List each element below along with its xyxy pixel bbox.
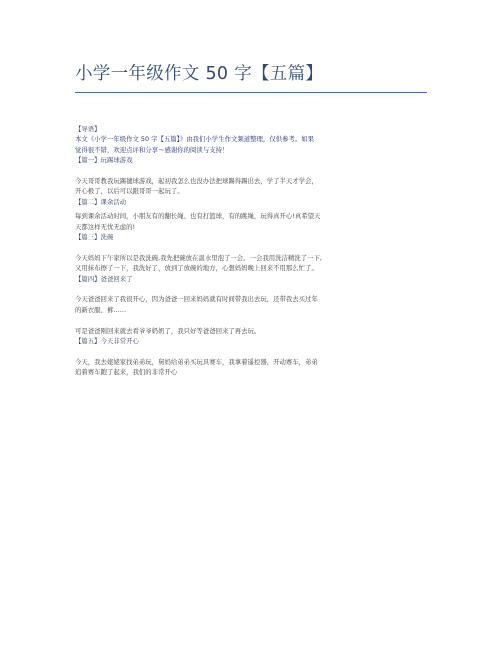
section-4-line-2: 的新衣服、裤…… — [75, 305, 127, 314]
guide-line-2: 觉得很不错，欢迎点评和分享～感谢你的阅读与支持！ — [75, 145, 229, 154]
title-rule — [75, 92, 427, 93]
section-5-line-1: 今天，我去姥姥家找弟弟玩，舅妈给弟弟买玩具赛车，我拿着遥控器，开动赛车，弟弟 — [75, 357, 318, 366]
section-2-line-2: 天都这样无忧无虑的! — [75, 222, 136, 231]
section-4-heading: 【篇四】爸爸回来了 — [75, 274, 133, 283]
guide-line-1: 本文《小学一年级作文 50 字【五篇】》由我们小学生作文频道整理，仅供参考。如果 — [75, 135, 315, 144]
section-4-line-4: 可是爸爸刚回来就去看爷爷奶奶了，我只好等爸爸回来了再去玩。 — [75, 326, 261, 335]
section-1-heading: 【篇一】玩踢球游戏 — [75, 156, 133, 165]
section-2-line-1: 每到课余活动时间，小朋友有的翻长绳、也有打篮球，有的跳绳，玩得真开心!真希望天 — [75, 212, 321, 221]
section-2-heading: 【篇二】课余活动 — [75, 197, 127, 206]
section-5-line-2: 追着赛车跑了起来，我们的非常开心 — [75, 368, 178, 377]
section-3-line-2: 又用抹布擦了一下，我洗好了，放到了放碗的地方，心想妈妈晚上回来不用那么忙了。 — [75, 264, 318, 273]
section-3-line-1: 今天妈妈下午家所以是我洗碗,我先把碗放在温水里泡了一会。一会我用洗洁精洗了一下, — [75, 253, 322, 262]
spacer — [75, 166, 435, 176]
section-5-heading: 【篇五】今天非常开心 — [75, 337, 139, 346]
spacer — [75, 315, 435, 325]
section-3-heading: 【篇三】洗碗 — [75, 233, 114, 242]
guide-heading: 【导语】 — [75, 125, 101, 133]
section-1-line-2: 开心极了，以后可以跟哥哥一起玩了。 — [75, 187, 184, 196]
section-4-line-1: 今天爸爸回来了我很开心，因为爸爸一回来妈妈就有时间带我出去玩，还带我去买过年 — [75, 295, 318, 304]
document-title: 小学一年级作文 50 字【五篇】 — [75, 64, 324, 84]
document-body — [75, 124, 435, 378]
spacer — [75, 284, 435, 294]
spacer — [75, 242, 435, 252]
section-1-line-1: 今天哥哥教我玩踢毽球游戏，起初我怎么也没办法把球踢得踢出去，学了半天才学会， — [75, 177, 318, 186]
spacer — [75, 346, 435, 356]
